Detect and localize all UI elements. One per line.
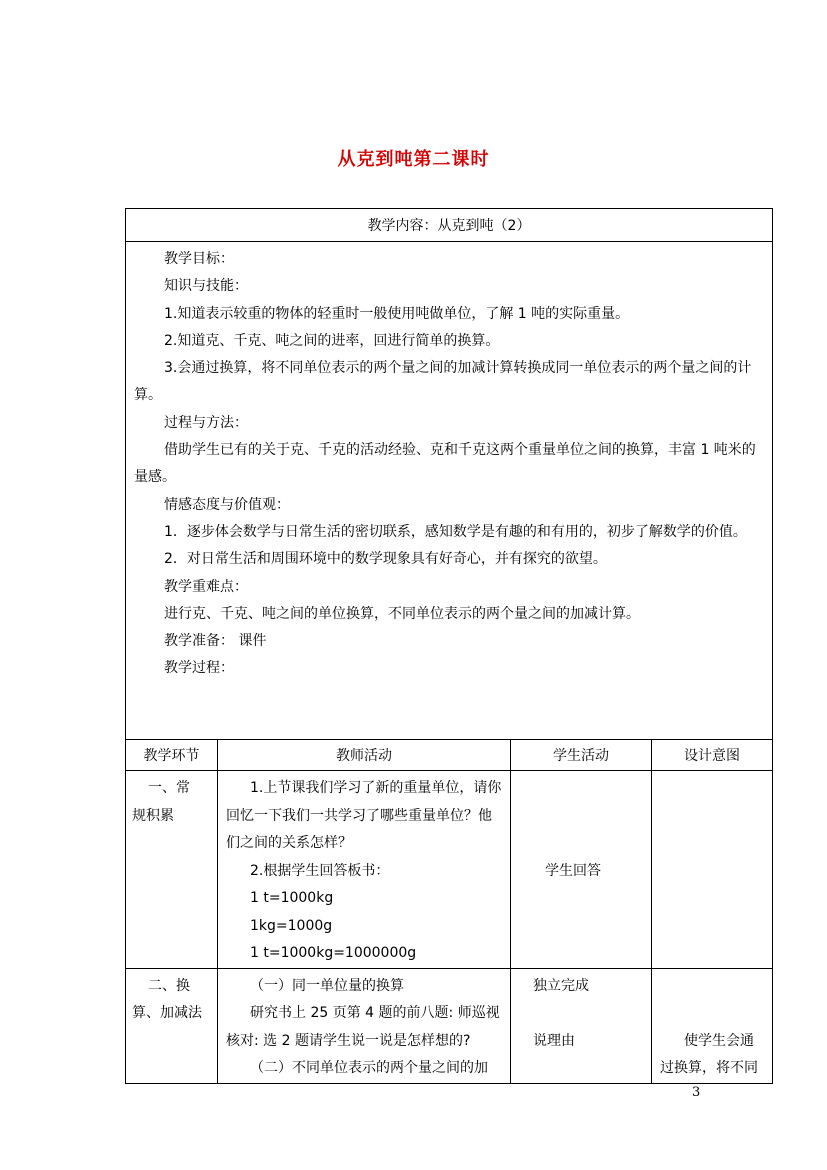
column-header-stage: 教学环节: [126, 740, 218, 771]
design-cell: [652, 771, 773, 969]
goal-line: 进行克、千克、吨之间的单位换算，不同单位表示的两个量之间的加减计算。: [164, 605, 640, 622]
student-cell: [511, 968, 652, 1083]
teacher-text: （二）不同单位表示的两个量之间的加: [250, 1060, 488, 1076]
goal-line: 教学准备： 课件: [164, 633, 267, 650]
goal-line: 1.知道表示较重的物体的轻重时一般使用吨做单位，了解 1 吨的实际重量。: [164, 305, 630, 322]
page-number: 3: [692, 1085, 701, 1100]
page-title: 从克到吨第二课时: [337, 149, 490, 170]
stage-text: 算、加减法: [132, 1005, 202, 1021]
teaching-goals: [126, 242, 773, 740]
content-header: 教学内容：从克到吨（2）: [126, 209, 773, 242]
goal-line: 借助学生已有的关于克、千克的活动经验、克和千克这两个重量单位之间的换算，丰富 1 吨米的量感。: [134, 442, 756, 486]
teacher-cell: [218, 968, 511, 1083]
teacher-text: 1 t=1000kg: [250, 890, 334, 906]
student-cell: [511, 771, 652, 969]
teacher-cell: [218, 771, 511, 969]
student-text: [545, 775, 643, 803]
teacher-text: 1kg=1000g: [250, 917, 333, 934]
student-text: [545, 803, 643, 831]
column-header-design: 设计意图: [652, 740, 773, 771]
stage-text: 二、换: [148, 977, 190, 994]
goal-line: 1．逐步体会数学与日常生活的密切联系，感知数学是有趣的和有用的，初步了解数学的价值。: [164, 523, 747, 540]
goal-line: 教学目标：: [164, 251, 234, 267]
goal-line: 过程与方法：: [164, 414, 248, 431]
stage-text: 一、常: [148, 780, 190, 796]
teacher-text: 2.根据学生回答板书：: [250, 862, 390, 879]
column-header-teacher: 教师活动: [218, 740, 511, 771]
stage-text: 规积累: [132, 807, 174, 824]
design-text: [660, 1000, 764, 1028]
stage-cell: [126, 771, 218, 969]
goal-line: 3.会通过换算，将不同单位表示的两个量之间的加减计算转换成同一单位表示的两个量之间的计算。: [134, 360, 752, 404]
teacher-text: 研究书上 25 页第 4 题的前八题: 师巡视核对: 选 2 题请学生说一说是怎样想的?: [226, 1005, 500, 1049]
design-text: [660, 973, 764, 1001]
student-text: [533, 1000, 643, 1028]
teacher-text: 1 t=1000kg=1000000g: [250, 945, 417, 961]
column-header-student: 学生活动: [511, 740, 652, 771]
stage-cell: [126, 968, 218, 1083]
student-text: 独立完成: [533, 977, 589, 994]
goal-line: 情感态度与价值观：: [164, 496, 290, 513]
student-text: [545, 830, 643, 858]
design-cell: [652, 968, 773, 1083]
design-text: 使学生会通过换算，将不同: [660, 1032, 758, 1076]
goal-line: 2.知道克、千克、吨之间的进率，回进行简单的换算。: [164, 332, 500, 349]
teacher-text: （一）同一单位量的换算: [250, 977, 404, 994]
goal-line: 教学过程：: [164, 660, 234, 677]
teacher-text: 1.上节课我们学习了新的重量单位，请你回忆一下我们一共学习了哪些重量单位？他们之间的关系怎样？: [226, 780, 502, 851]
student-text: 说理由: [533, 1032, 575, 1049]
goal-line: 知识与技能：: [164, 278, 248, 295]
lesson-plan-table: [125, 208, 772, 1084]
goal-line: 2．对日常生活和周围环境中的数学现象具有好奇心，并有探究的欲望。: [164, 551, 607, 568]
student-text: 学生回答: [545, 862, 601, 879]
goal-line: 教学重难点：: [164, 578, 248, 595]
